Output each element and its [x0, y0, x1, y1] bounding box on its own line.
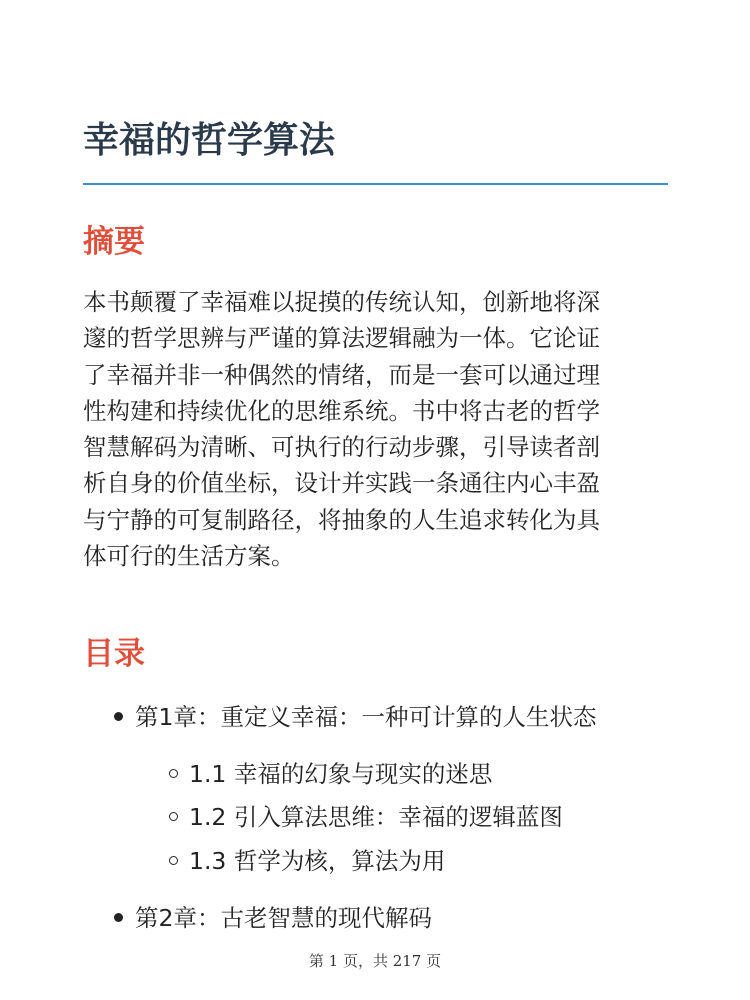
- toc-section-1-1[interactable]: [189, 758, 492, 790]
- bullet-disc-icon: [114, 712, 123, 721]
- document-title: 幸福的哲学算法: [83, 120, 336, 161]
- toc-section-label: 1.3 哲学为核，算法为用: [189, 847, 446, 875]
- toc-chapter-label: 第1章：重定义幸福：一种可计算的人生状态: [135, 703, 597, 731]
- toc-section-label: 1.2 引入算法思维：幸福的逻辑蓝图: [189, 803, 563, 831]
- summary-line: 体可行的生活方案。: [83, 542, 295, 571]
- page-number-footer: 第 1 页，共 217 页: [308, 952, 442, 970]
- summary-line: 性构建和持续优化的思维系统。书中将古老的哲学: [83, 396, 600, 425]
- title-divider: [83, 183, 668, 185]
- toc-section-1-3[interactable]: [189, 845, 445, 877]
- bullet-disc-icon: [114, 913, 123, 922]
- bullet-circle-icon: [169, 812, 178, 821]
- summary-line: 本书颠覆了幸福难以捉摸的传统认知，创新地将深: [83, 288, 600, 316]
- toc-chapter-2[interactable]: [135, 902, 432, 934]
- toc-heading: 目录: [83, 636, 145, 672]
- bullet-circle-icon: [169, 856, 178, 865]
- toc-chapter-1[interactable]: [135, 701, 596, 733]
- summary-line: 了幸福并非一种偶然的情绪，而是一套可以通过理: [83, 360, 600, 389]
- summary-line: 智慧解码为清晰、可执行的行动步骤，引导读者剖: [83, 433, 600, 462]
- summary-line: 析自身的价值坐标，设计并实践一条通往内心丰盈: [83, 469, 600, 498]
- toc-section-label: 1.1 幸福的幻象与现实的迷思: [189, 760, 493, 788]
- summary-paragraph: [83, 284, 668, 574]
- toc-section-1-2[interactable]: [189, 801, 563, 833]
- summary-line: 与宁静的可复制路径，将抽象的人生追求转化为具: [83, 505, 600, 534]
- summary-heading: 摘要: [83, 224, 145, 260]
- bullet-circle-icon: [169, 769, 178, 778]
- summary-line: 邃的哲学思辨与严谨的算法逻辑融为一体。它论证: [83, 324, 600, 353]
- toc-chapter-label: 第2章：古老智慧的现代解码: [135, 904, 432, 932]
